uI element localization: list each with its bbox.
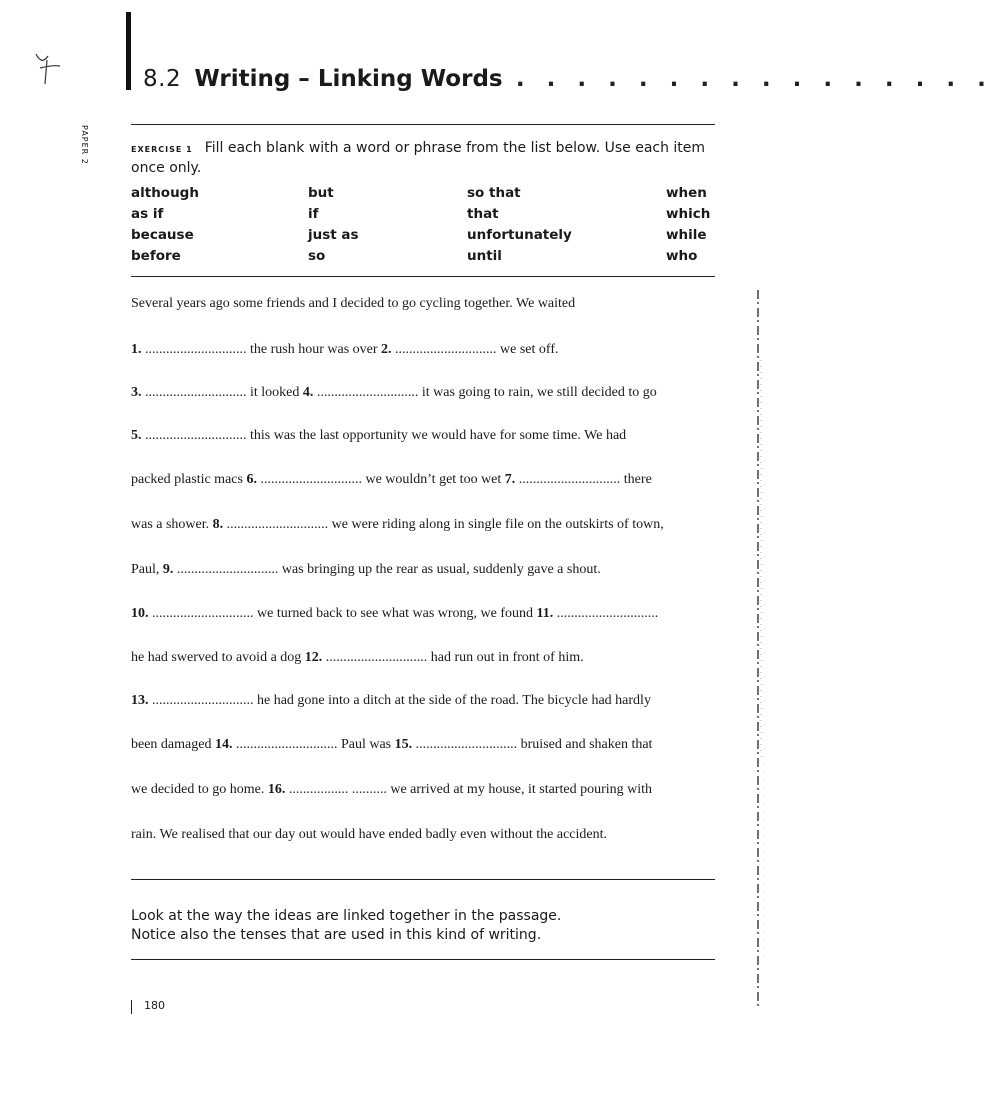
passage-text: he had gone into a ditch at the side of the road. The bicycle had hardly [253,693,651,708]
word-list-item: so [308,248,326,264]
page-number: 180 [144,999,165,1012]
passage-text: it was going to rain, we still decided to go [418,385,657,400]
blank-number: 10. [131,606,149,621]
passage-text: we set off. [496,342,559,357]
note-line: Notice also the tenses that are used in this kind of writing. [131,927,542,943]
word-list-item: because [131,227,194,243]
answer-blank: ............................. [260,472,362,487]
answer-blank: ............................. [145,342,247,357]
passage-line [131,428,626,444]
note-line: Look at the way the ideas are linked together in the passage. [131,908,562,924]
top-rule [131,124,715,125]
word-list-item: although [131,185,199,201]
passage-rule [131,879,715,880]
passage-text: we turned back to see what was wrong, we found [253,606,537,621]
section-title: Writing – Linking Words [194,66,503,92]
passage-line [131,650,584,666]
exercise-label: EXERCISE 1 [131,145,193,154]
passage-line [131,782,652,798]
word-list-column [467,183,572,267]
answer-blank: ............................. [325,650,428,665]
bottom-rule [131,959,715,960]
passage-text: we decided to go home. [131,782,268,797]
blank-number: 6. [246,472,257,487]
passage-text: we were riding along in single file on the outskirts of town, [328,517,664,532]
answer-blank: ............................. [556,606,659,621]
passage-line [131,517,664,533]
word-list-rule [131,276,715,277]
exercise-text: Fill each blank with a word or phrase from the list below. Use each item once only. [131,140,706,176]
blank-number: 8. [212,517,224,532]
blank-number: 15. [394,737,413,752]
word-list [131,183,715,267]
passage-text: rain. We realised that our day out would have ended badly even without the accident. [131,827,608,842]
answer-blank: ............................. [226,517,329,532]
passage-text: was bringing up the rear as usual, suddenly gave a shout. [278,562,601,577]
blank-number: 11. [536,606,554,621]
word-list-item: while [666,227,707,243]
word-list-item: unfortunately [467,227,572,243]
passage-text: packed plastic macs [131,472,247,487]
blank-number: 5. [131,428,142,443]
answer-blank: ............................. [316,385,419,400]
answer-blank: ............................. [145,385,247,400]
passage-text: he had swerved to avoid a dog [131,650,305,665]
passage-text: Several years ago some friends and I decided to go cycling together. We waited [131,296,576,311]
word-list-item: just as [308,227,359,243]
blank-number: 13. [131,693,149,708]
title-leader: . . . . . . . . . . . . . . . . [515,66,993,92]
word-list-item: if [308,206,319,222]
word-list-item: that [467,206,499,222]
blank-number: 7. [504,472,516,487]
pen-mark-icon [30,48,64,88]
passage-line [131,562,601,578]
blank-number: 4. [302,385,314,400]
passage-text: this was the last opportunity we would have for some time. We had [246,428,627,443]
answer-blank: ............................. [235,737,338,752]
answer-blank: ............................. [415,737,518,752]
passage-text: bruised and shaken that [517,737,653,752]
side-label: PAPER 2 [80,125,89,165]
scan-edge-marks [752,60,770,1020]
passage-line [131,342,558,358]
exercise-instruction [131,139,711,177]
blank-number: 2. [381,342,392,357]
page-title [143,66,993,92]
answer-blank: ............................. [518,472,621,487]
blank-number: 1. [131,342,142,357]
answer-blank: ............................. [395,342,497,357]
answer-blank: ............................. [176,562,279,577]
passage-line [131,827,607,843]
passage-text: we wouldn’t get too wet [361,472,505,487]
passage-line [131,472,652,488]
passage-text: there [620,472,652,487]
passage-text: Paul, [131,562,163,577]
answer-blank: ............................. [145,428,247,443]
passage-line [131,737,652,753]
passage-text: it looked [246,385,303,400]
blank-number: 12. [304,650,323,665]
passage-line [131,296,575,312]
blank-number: 16. [267,782,286,797]
blank-number: 3. [131,385,142,400]
passage-line [131,693,651,709]
word-list-item: who [666,248,698,264]
section-number: 8.2 [143,66,182,92]
passage-line [131,606,658,622]
word-list-item: before [131,248,181,264]
word-list-item: as if [131,206,164,222]
word-list-item: but [308,185,334,201]
passage-text: had run out in front of him. [427,650,584,665]
word-list-column [308,183,359,267]
passage-text: Paul was [337,737,395,752]
word-list-column [131,183,199,267]
blank-number: 9. [162,562,174,577]
passage-text: been damaged [131,737,215,752]
page-number-bar [131,1000,132,1014]
note-box [131,907,561,945]
word-list-column [666,183,710,267]
answer-blank: ............................. [152,606,254,621]
passage-text: was a shower. [131,517,213,532]
passage-text: the rush hour was over [246,342,382,357]
answer-blank: ............................. [152,693,254,708]
word-list-item: which [666,206,711,222]
passage-line [131,385,657,401]
passage-text: ................. .......... we arrived at my house, it started pouring with [285,782,653,797]
chapter-marker-bar [126,12,131,90]
blank-number: 14. [214,737,233,752]
word-list-item: until [467,248,502,264]
word-list-item: so that [467,185,521,201]
word-list-item: when [666,185,707,201]
